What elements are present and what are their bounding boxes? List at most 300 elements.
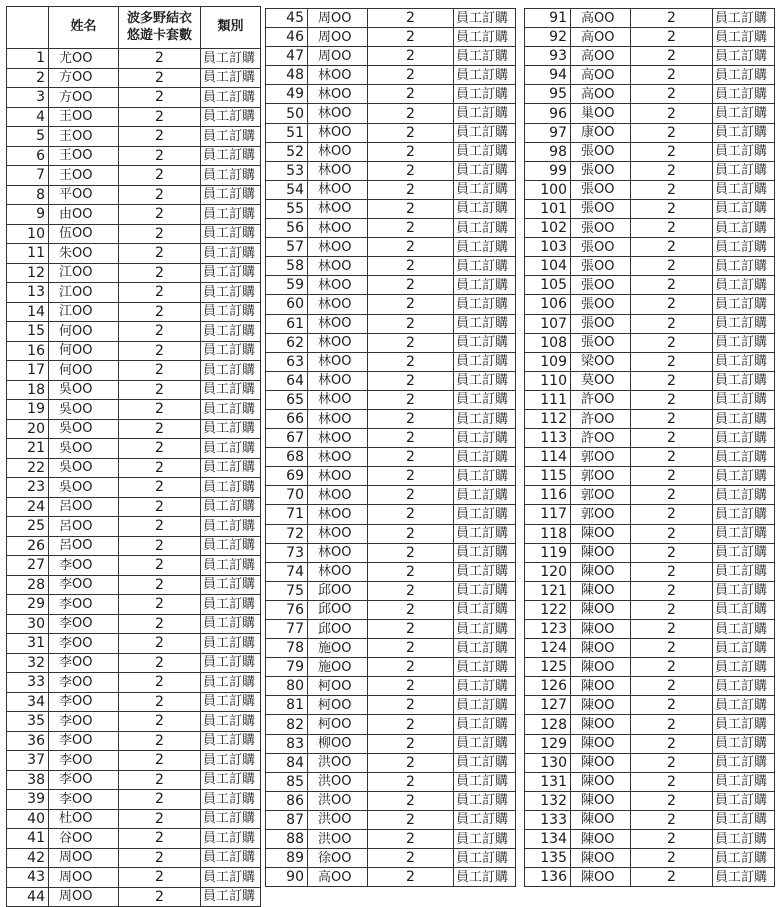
table-row [266, 734, 516, 753]
quantity-cell: 2 [631, 734, 713, 753]
table-row [266, 715, 516, 734]
row-number-cell: 96 [525, 104, 571, 123]
category-cell: 員工訂購 [201, 166, 261, 186]
name-cell: 郭OO [571, 486, 631, 505]
quantity-cell: 2 [119, 614, 201, 634]
name-cell: 林OO [308, 543, 368, 562]
quantity-cell: 2 [368, 505, 454, 524]
quantity-cell: 2 [368, 581, 454, 600]
category-cell: 員工訂購 [713, 810, 775, 829]
row-number-cell: 108 [525, 333, 571, 352]
category-cell: 員工訂購 [201, 127, 261, 147]
name-cell: 方OO [49, 68, 119, 88]
category-cell: 員工訂購 [454, 715, 516, 734]
name-cell: 巢OO [571, 104, 631, 123]
quantity-cell: 2 [368, 371, 454, 390]
quantity-cell: 2 [631, 524, 713, 543]
row-number-cell: 91 [525, 9, 571, 28]
name-cell: 李OO [49, 712, 119, 732]
name-cell: 陳OO [571, 620, 631, 639]
quantity-cell: 2 [631, 772, 713, 791]
quantity-cell: 2 [119, 829, 201, 849]
name-cell: 林OO [308, 180, 368, 199]
row-number-cell: 65 [266, 390, 308, 409]
quantity-cell: 2 [368, 868, 454, 887]
row-number-cell: 129 [525, 734, 571, 753]
table-row [525, 524, 775, 543]
table-row [7, 127, 261, 147]
table-row [7, 341, 261, 361]
table-row [266, 180, 516, 199]
quantity-cell: 2 [368, 85, 454, 104]
name-cell: 林OO [308, 123, 368, 142]
name-cell: 何OO [49, 322, 119, 342]
row-number-cell: 25 [7, 517, 49, 537]
category-cell: 員工訂購 [201, 302, 261, 322]
table-row [7, 712, 261, 732]
category-cell: 員工訂購 [713, 753, 775, 772]
quantity-cell: 2 [119, 653, 201, 673]
row-number-cell: 107 [525, 314, 571, 333]
table-row [7, 634, 261, 654]
name-cell: 莫OO [571, 371, 631, 390]
name-cell: 郭OO [571, 505, 631, 524]
table-body [266, 9, 516, 887]
name-cell: 林OO [308, 238, 368, 257]
table-row [525, 295, 775, 314]
name-cell: 張OO [571, 276, 631, 295]
category-cell: 員工訂購 [201, 770, 261, 790]
row-number-cell: 90 [266, 868, 308, 887]
quantity-cell: 2 [631, 314, 713, 333]
table-row [7, 322, 261, 342]
quantity-cell: 2 [631, 219, 713, 238]
table-row [7, 263, 261, 283]
row-number-cell: 72 [266, 524, 308, 543]
table-row [266, 810, 516, 829]
name-cell: 李OO [49, 770, 119, 790]
name-cell: 高OO [308, 868, 368, 887]
row-number-cell: 70 [266, 486, 308, 505]
row-number-cell: 47 [266, 47, 308, 66]
quantity-cell: 2 [119, 848, 201, 868]
quantity-cell: 2 [631, 868, 713, 887]
category-cell: 員工訂購 [201, 224, 261, 244]
quantity-cell: 2 [119, 302, 201, 322]
row-number-cell: 11 [7, 244, 49, 264]
name-cell: 林OO [308, 85, 368, 104]
name-cell: 洪OO [308, 772, 368, 791]
table-row [525, 448, 775, 467]
quantity-cell: 2 [631, 276, 713, 295]
name-cell: 李OO [49, 673, 119, 693]
quantity-cell: 2 [368, 314, 454, 333]
name-cell: 張OO [571, 180, 631, 199]
quantity-cell: 2 [368, 448, 454, 467]
table-row [266, 467, 516, 486]
name-cell: 陳OO [571, 658, 631, 677]
quantity-cell: 2 [631, 104, 713, 123]
table-row [266, 390, 516, 409]
quantity-cell: 2 [119, 49, 201, 69]
name-cell: 梁OO [571, 352, 631, 371]
category-cell: 員工訂購 [201, 400, 261, 420]
name-cell: 呂OO [49, 517, 119, 537]
name-cell: 李OO [49, 751, 119, 771]
quantity-cell: 2 [368, 600, 454, 619]
category-cell: 員工訂購 [713, 219, 775, 238]
quantity-cell: 2 [119, 341, 201, 361]
category-cell: 員工訂購 [454, 486, 516, 505]
name-cell: 柯OO [308, 696, 368, 715]
row-number-cell: 127 [525, 696, 571, 715]
name-cell: 張OO [571, 295, 631, 314]
name-cell: 林OO [308, 219, 368, 238]
table-row [266, 486, 516, 505]
row-number-cell: 86 [266, 791, 308, 810]
quantity-cell: 2 [368, 238, 454, 257]
row-number-cell: 75 [266, 581, 308, 600]
category-cell: 員工訂購 [713, 295, 775, 314]
category-cell: 員工訂購 [454, 85, 516, 104]
name-cell: 周OO [49, 887, 119, 907]
category-cell: 員工訂購 [713, 677, 775, 696]
category-cell: 員工訂購 [454, 868, 516, 887]
table-row [525, 467, 775, 486]
quantity-cell: 2 [119, 107, 201, 127]
table-row [7, 283, 261, 303]
row-number-cell: 117 [525, 505, 571, 524]
row-number-cell: 69 [266, 467, 308, 486]
table-row [525, 390, 775, 409]
table-row [525, 28, 775, 47]
table-row [525, 219, 775, 238]
row-number-cell: 13 [7, 283, 49, 303]
quantity-cell: 2 [119, 439, 201, 459]
table-row [7, 185, 261, 205]
table-row [7, 497, 261, 517]
category-cell: 員工訂購 [454, 238, 516, 257]
table-row [525, 333, 775, 352]
row-number-cell: 48 [266, 66, 308, 85]
row-number-cell: 3 [7, 88, 49, 108]
table-row [266, 849, 516, 868]
quantity-cell: 2 [368, 791, 454, 810]
row-number-cell: 40 [7, 809, 49, 829]
quantity-cell: 2 [631, 238, 713, 257]
category-cell: 員工訂購 [454, 810, 516, 829]
row-number-cell: 110 [525, 371, 571, 390]
row-number-cell: 106 [525, 295, 571, 314]
category-cell: 員工訂購 [713, 658, 775, 677]
table-row [7, 302, 261, 322]
category-cell: 員工訂購 [713, 734, 775, 753]
name-cell: 陳OO [571, 734, 631, 753]
row-number-cell: 131 [525, 772, 571, 791]
table-row [266, 696, 516, 715]
name-cell: 李OO [49, 790, 119, 810]
quantity-cell: 2 [631, 371, 713, 390]
table-row [266, 753, 516, 772]
row-number-cell: 39 [7, 790, 49, 810]
name-cell: 林OO [308, 66, 368, 85]
name-cell: 陳OO [571, 791, 631, 810]
row-number-cell: 27 [7, 556, 49, 576]
name-cell: 陳OO [571, 677, 631, 696]
table-row [525, 639, 775, 658]
name-cell: 陳OO [571, 830, 631, 849]
name-cell: 李OO [49, 731, 119, 751]
table-row [266, 581, 516, 600]
row-number-cell: 79 [266, 658, 308, 677]
category-cell: 員工訂購 [713, 199, 775, 218]
quantity-cell: 2 [631, 600, 713, 619]
row-number-cell: 78 [266, 639, 308, 658]
row-number-cell: 115 [525, 467, 571, 486]
table-row [266, 333, 516, 352]
quantity-cell: 2 [368, 142, 454, 161]
category-cell: 員工訂購 [201, 653, 261, 673]
quantity-cell: 2 [119, 536, 201, 556]
quantity-cell: 2 [368, 696, 454, 715]
table-row [525, 849, 775, 868]
name-cell: 何OO [49, 341, 119, 361]
category-cell: 員工訂購 [201, 751, 261, 771]
row-number-cell: 101 [525, 199, 571, 218]
name-cell: 林OO [308, 295, 368, 314]
quantity-cell: 2 [368, 161, 454, 180]
quantity-cell: 2 [119, 887, 201, 907]
table-row [266, 104, 516, 123]
table-row [7, 419, 261, 439]
row-number-cell: 50 [266, 104, 308, 123]
quantity-cell: 2 [119, 692, 201, 712]
quantity-cell: 2 [119, 361, 201, 381]
quantity-cell: 2 [368, 772, 454, 791]
row-number-cell: 51 [266, 123, 308, 142]
row-number-cell: 87 [266, 810, 308, 829]
category-cell: 員工訂購 [201, 419, 261, 439]
category-cell: 員工訂購 [454, 352, 516, 371]
table-row [266, 791, 516, 810]
row-number-cell: 59 [266, 276, 308, 295]
name-cell: 柯OO [308, 715, 368, 734]
name-cell: 谷OO [49, 829, 119, 849]
table-row [7, 614, 261, 634]
table-row [266, 352, 516, 371]
row-number-cell: 62 [266, 333, 308, 352]
table-row [7, 556, 261, 576]
table-row [525, 620, 775, 639]
row-number-cell: 2 [7, 68, 49, 88]
quantity-cell: 2 [631, 333, 713, 352]
category-cell: 員工訂購 [201, 146, 261, 166]
quantity-cell: 2 [631, 791, 713, 810]
header-quantity-line1: 波多野結衣 [126, 11, 192, 27]
quantity-cell: 2 [368, 524, 454, 543]
row-number-cell: 66 [266, 409, 308, 428]
name-cell: 林OO [308, 524, 368, 543]
row-number-cell: 109 [525, 352, 571, 371]
category-cell: 員工訂購 [454, 505, 516, 524]
name-cell: 周OO [49, 848, 119, 868]
row-number-cell: 23 [7, 478, 49, 498]
category-cell: 員工訂購 [201, 790, 261, 810]
category-cell: 員工訂購 [454, 448, 516, 467]
table-row [525, 371, 775, 390]
name-cell: 張OO [571, 314, 631, 333]
name-cell: 陳OO [571, 543, 631, 562]
row-number-cell: 125 [525, 658, 571, 677]
category-cell: 員工訂購 [454, 581, 516, 600]
row-number-cell: 74 [266, 562, 308, 581]
table-row [525, 791, 775, 810]
name-cell: 洪OO [308, 753, 368, 772]
category-cell: 員工訂購 [713, 639, 775, 658]
category-cell: 員工訂購 [713, 600, 775, 619]
name-cell: 陳OO [571, 772, 631, 791]
category-cell: 員工訂購 [713, 352, 775, 371]
row-number-cell: 14 [7, 302, 49, 322]
table-row [266, 276, 516, 295]
table-body [7, 49, 261, 907]
row-number-cell: 120 [525, 562, 571, 581]
name-cell: 張OO [571, 142, 631, 161]
quantity-cell: 2 [631, 543, 713, 562]
quantity-cell: 2 [631, 658, 713, 677]
category-cell: 員工訂購 [713, 371, 775, 390]
table-row [525, 199, 775, 218]
category-cell: 員工訂購 [713, 620, 775, 639]
category-cell: 員工訂購 [201, 575, 261, 595]
category-cell: 員工訂購 [454, 142, 516, 161]
name-cell: 由OO [49, 205, 119, 225]
row-number-cell: 37 [7, 751, 49, 771]
category-cell: 員工訂購 [454, 333, 516, 352]
row-number-cell: 19 [7, 400, 49, 420]
quantity-cell: 2 [368, 47, 454, 66]
quantity-cell: 2 [631, 677, 713, 696]
row-number-cell: 63 [266, 352, 308, 371]
table-row [266, 199, 516, 218]
quantity-cell: 2 [119, 751, 201, 771]
row-number-cell: 93 [525, 47, 571, 66]
table-row [525, 581, 775, 600]
category-cell: 員工訂購 [713, 47, 775, 66]
category-cell: 員工訂購 [454, 734, 516, 753]
name-cell: 林OO [308, 161, 368, 180]
quantity-cell: 2 [368, 620, 454, 639]
row-number-cell: 128 [525, 715, 571, 734]
category-cell: 員工訂購 [713, 830, 775, 849]
name-cell: 高OO [571, 28, 631, 47]
name-cell: 陳OO [571, 639, 631, 658]
quantity-cell: 2 [631, 199, 713, 218]
quantity-cell: 2 [119, 517, 201, 537]
name-cell: 洪OO [308, 791, 368, 810]
row-number-cell: 64 [266, 371, 308, 390]
table-row [525, 543, 775, 562]
quantity-cell: 2 [631, 161, 713, 180]
table-row [525, 314, 775, 333]
quantity-cell: 2 [119, 770, 201, 790]
quantity-cell: 2 [119, 166, 201, 186]
name-cell: 康OO [571, 123, 631, 142]
quantity-cell: 2 [368, 409, 454, 428]
category-cell: 員工訂購 [201, 536, 261, 556]
category-cell: 員工訂購 [454, 180, 516, 199]
name-cell: 邱OO [308, 600, 368, 619]
quantity-cell: 2 [119, 68, 201, 88]
name-cell: 高OO [571, 66, 631, 85]
quantity-cell: 2 [368, 486, 454, 505]
table-row [266, 409, 516, 428]
order-table-column-2 [265, 8, 516, 887]
quantity-cell: 2 [119, 322, 201, 342]
name-cell: 周OO [308, 9, 368, 28]
category-cell: 員工訂購 [454, 257, 516, 276]
row-number-cell: 46 [266, 28, 308, 47]
row-number-cell: 112 [525, 409, 571, 428]
category-cell: 員工訂購 [201, 439, 261, 459]
row-number-cell: 68 [266, 448, 308, 467]
quantity-cell: 2 [631, 257, 713, 276]
name-cell: 郭OO [571, 467, 631, 486]
quantity-cell: 2 [631, 448, 713, 467]
name-cell: 陳OO [571, 715, 631, 734]
row-number-cell: 17 [7, 361, 49, 381]
name-cell: 李OO [49, 556, 119, 576]
table-row [525, 161, 775, 180]
row-number-cell: 33 [7, 673, 49, 693]
table-row [266, 830, 516, 849]
name-cell: 陳OO [571, 562, 631, 581]
table-row [266, 161, 516, 180]
name-cell: 吳OO [49, 380, 119, 400]
name-cell: 高OO [571, 47, 631, 66]
table-row [525, 753, 775, 772]
quantity-cell: 2 [631, 429, 713, 448]
category-cell: 員工訂購 [201, 68, 261, 88]
name-cell: 江OO [49, 263, 119, 283]
table-body [525, 9, 775, 887]
name-cell: 周OO [308, 47, 368, 66]
quantity-cell: 2 [631, 47, 713, 66]
quantity-cell: 2 [119, 731, 201, 751]
table-row [525, 66, 775, 85]
quantity-cell: 2 [631, 390, 713, 409]
table-row [525, 677, 775, 696]
name-cell: 吳OO [49, 458, 119, 478]
category-cell: 員工訂購 [201, 848, 261, 868]
row-number-cell: 124 [525, 639, 571, 658]
category-cell: 員工訂購 [454, 849, 516, 868]
row-number-cell: 4 [7, 107, 49, 127]
category-cell: 員工訂購 [713, 333, 775, 352]
category-cell: 員工訂購 [201, 887, 261, 907]
name-cell: 林OO [308, 467, 368, 486]
row-number-cell: 35 [7, 712, 49, 732]
category-cell: 員工訂購 [201, 614, 261, 634]
name-cell: 平OO [49, 185, 119, 205]
quantity-cell: 2 [368, 677, 454, 696]
row-number-cell: 67 [266, 429, 308, 448]
row-number-cell: 97 [525, 123, 571, 142]
category-cell: 員工訂購 [713, 276, 775, 295]
row-number-cell: 111 [525, 390, 571, 409]
quantity-cell: 2 [631, 620, 713, 639]
name-cell: 柯OO [308, 677, 368, 696]
